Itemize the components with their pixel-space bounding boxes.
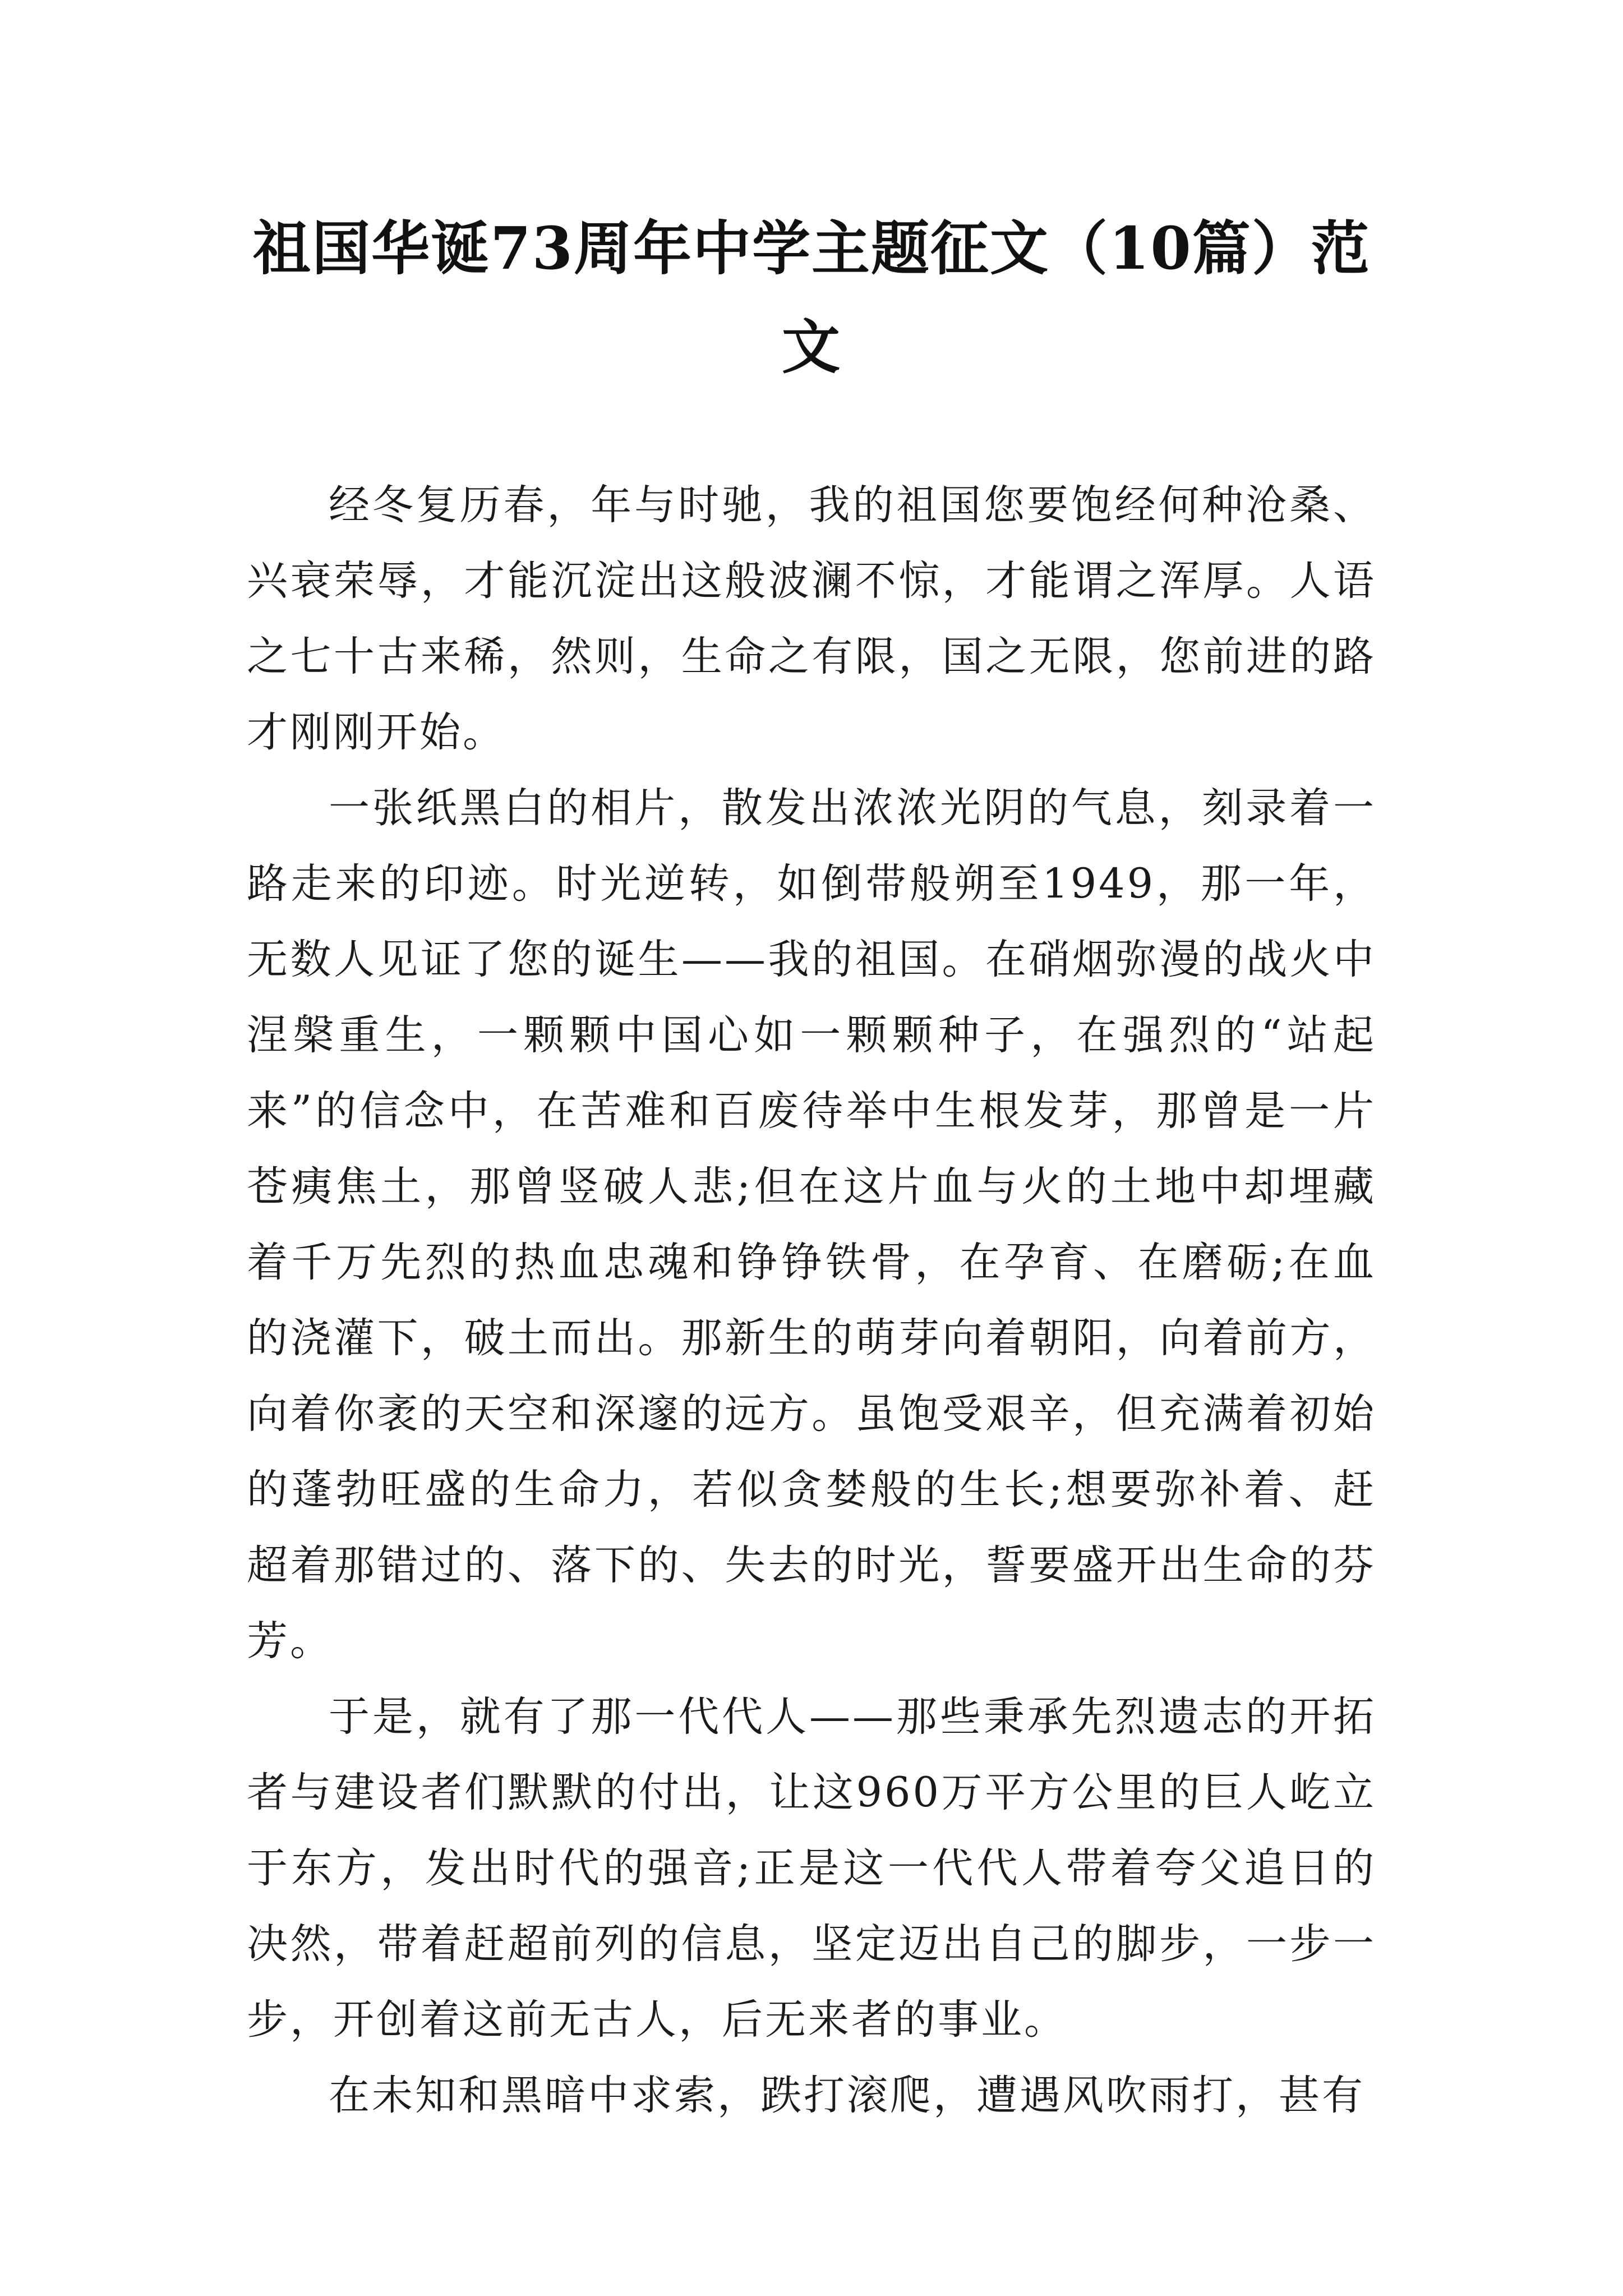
- paragraph-2: 一张纸黑白的相片，散发出浓浓光阴的气息，刻录着一路走来的印迹。时光逆转，如倒带般朔至1949，那一年，无数人见证了您的诞生——我的祖国。在硝烟弥漫的战火中涅槃重生，一颗颗中国心如一颗颗种子，在强烈的“站起来”的信念中，在苦难和百废待举中生根发芽，那曾是一片苍痍焦土，那曾竖破人悲;但在这片血与火的土地中却埋藏着千万先烈的热血忠魂和铮铮铁骨，在孕育、在磨砺;在血的浇灌下，破土而出。那新生的萌芽向着朝阳，向着前方，向着你袤的天空和深邃的远方。虽饱受艰辛，但充满着初始的蓬勃旺盛的生命力，若似贪婪般的生长;想要弥补着、赶超着那错过的、落下的、失去的时光，誓要盛开出生命的芬芳。: [247, 784, 1376, 1665]
- paragraph-1: 经冬复历春，年与时驰，我的祖国您要饱经何种沧桑、兴衰荣辱，才能沉淀出这般波澜不惊，才能谓之浑厚。人语之七十古来稀，然则，生命之有限，国之无限，您前进的路才刚刚开始。: [247, 481, 1376, 756]
- paragraph-4: 在未知和黑暗中求索，跌打滚爬，遭遇风吹雨打，甚有: [329, 2072, 1365, 2119]
- paragraph-3: 于是，就有了那一代代人——那些秉承先烈遗志的开拓者与建设者们默默的付出，让这960万平方公里的巨人屹立于东方，发出时代的强音;正是这一代代人带着夸父追日的决然，带着赶超前列的信息，坚定迈出自己的脚步，一步一步，开创着这前无古人，后无来者的事业。: [247, 1693, 1376, 2044]
- document-title: 祖国华诞73周年中学主题征文（10篇）范文: [252, 214, 1371, 381]
- document-body: [247, 467, 1376, 2133]
